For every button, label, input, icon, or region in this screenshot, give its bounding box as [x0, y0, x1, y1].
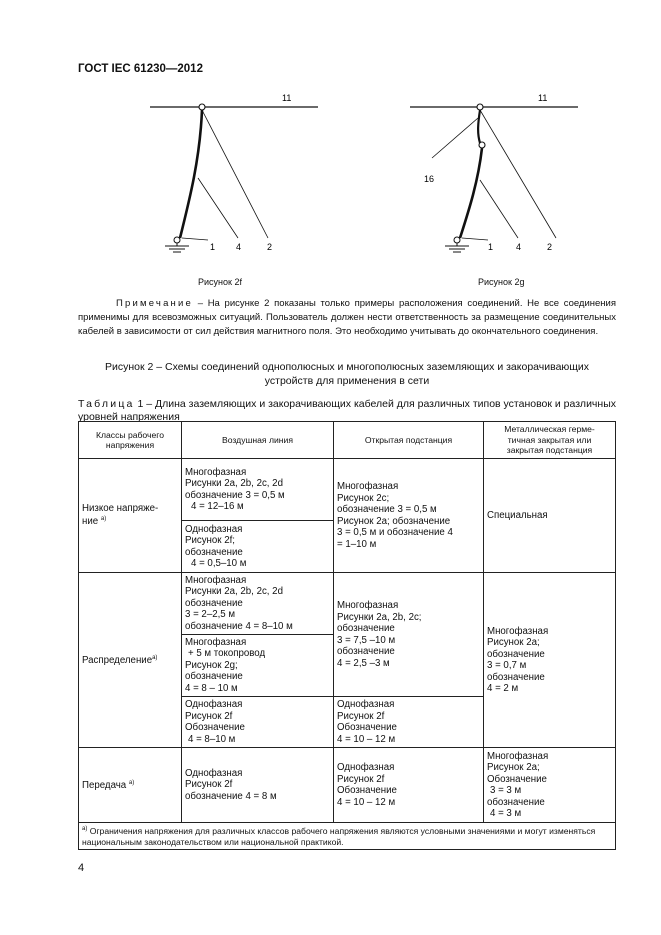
cell-low-air-singlephase: Однофазная Рисунок 2f; обозначение 4 = 0,5–10 м	[182, 521, 334, 573]
cell-dist-air-conductor: Многофазная + 5 м токопровод Рисунок 2g; обозначение 4 = 8 – 10 м	[182, 635, 334, 697]
table-row-low-voltage	[79, 459, 616, 521]
cell-dist-air-singlephase: Однофазная Рисунок 2f Обозначение 4 = 8–10 м	[182, 697, 334, 748]
figure-2g-diagram	[410, 88, 590, 288]
figure-2-caption	[78, 360, 616, 388]
label-11: 11	[538, 93, 548, 103]
cable-length-table	[78, 421, 616, 850]
figure-2f-diagram	[150, 88, 330, 288]
header-metal-substation: Металлическая герме- тичная закрытая или закрытая подстанция	[484, 422, 616, 459]
label-2: 2	[547, 242, 553, 252]
table-footnote-row	[79, 823, 616, 850]
cell-dist-open-singlephase: Однофазная Рисунок 2f Обозначение 4 = 10 – 12 м	[334, 697, 484, 748]
figure-2g-caption: Рисунок 2g	[478, 277, 525, 287]
label-2: 2	[267, 242, 273, 252]
cell-trans-open: Однофазная Рисунок 2f Обозначение 4 = 10 – 12 м	[334, 748, 484, 823]
cell-trans-air: Однофазная Рисунок 2f обозначение 4 = 8 м	[182, 748, 334, 823]
table-caption-text: 1 – Длина заземляющих и закорачивающих кабелей для различных типов установок и различных уровней напряжения	[78, 398, 616, 423]
cell-class-transmission: Передача $^{а)}$	[79, 748, 182, 823]
cell-low-metal: Специальная	[484, 459, 616, 573]
table-row-transmission	[79, 748, 616, 823]
table-row-distribution	[79, 573, 616, 635]
page-number: 4	[78, 862, 85, 874]
note-label: Примечание	[116, 298, 193, 309]
cell-dist-air-multiphase: Многофазная Рисунки 2а, 2b, 2c, 2d обозначение 3 = 2–2,5 м обозначение 4 = 8–10 м	[182, 573, 334, 635]
cell-low-open: Многофазная Рисунок 2c; обозначение 3 = 0,5 м Рисунок 2а; обозначение 3 = 0,5 м и обозначение 4 = 1–10 м	[334, 459, 484, 573]
table-footnote: $^{а)}$ Ограничения напряжения для различных классов рабочего напряжения являются условными значениями и могут изменяться национальным законодательством или национальной практикой.	[79, 823, 616, 850]
cell-dist-open-multiphase: Многофазная Рисунки 2а, 2b, 2c; обозначение 3 = 7,5 –10 м обозначение 4 = 2,5 –3 м	[334, 573, 484, 697]
figure-2f-caption: Рисунок 2f	[198, 277, 242, 287]
note-text: – На рисунке 2 показаны только примеры расположения соединений. Не все соединения применимы для всевозможных ситуаций. Пользователь должен нести ответственность за размещение соединительных кабелей в зависимости от сил действия магнитного поля. Это необходимо учитывать до окончательного соединения.	[78, 298, 616, 337]
cell-dist-metal: Многофазная Рисунок 2а; обозначение 3 = 0,7 м обозначение 4 = 2 м	[484, 573, 616, 748]
header-open-substation: Открытая подстанция	[334, 422, 484, 459]
label-16: 16	[424, 174, 435, 184]
table-caption-label: Таблица	[78, 398, 135, 410]
label-11: 11	[282, 93, 292, 103]
label-4: 4	[236, 242, 242, 252]
table-header-row	[79, 422, 616, 459]
cell-class-distribution: Распределение$^{а)}$	[79, 573, 182, 748]
figure-2-caption-line1: Рисунок 2 – Схемы соединений однополюсных и многополюсных заземляющих и закорачивающих	[104, 361, 590, 373]
header-overhead-line: Воздушная линия	[182, 422, 334, 459]
cell-class-low: Низкое напряже- ние $^{а)}$	[79, 459, 182, 573]
label-1: 1	[488, 242, 494, 252]
figure-note	[78, 297, 616, 339]
figure-2-caption-line2: устройств для применения в сети	[264, 375, 430, 387]
document-header: ГОСТ IEC 61230—2012	[78, 63, 203, 75]
label-1: 1	[210, 242, 216, 252]
cell-low-air-multiphase: Многофазная Рисунки 2а, 2b, 2c, 2d обозначение 3 = 0,5 м 4 = 12–16 м	[182, 459, 334, 521]
label-4: 4	[516, 242, 522, 252]
header-voltage-class: Классы рабочего напряжения	[79, 422, 182, 459]
cell-trans-metal: Многофазная Рисунок 2а; Обозначение 3 = 3 м обозначение 4 = 3 м	[484, 748, 616, 823]
